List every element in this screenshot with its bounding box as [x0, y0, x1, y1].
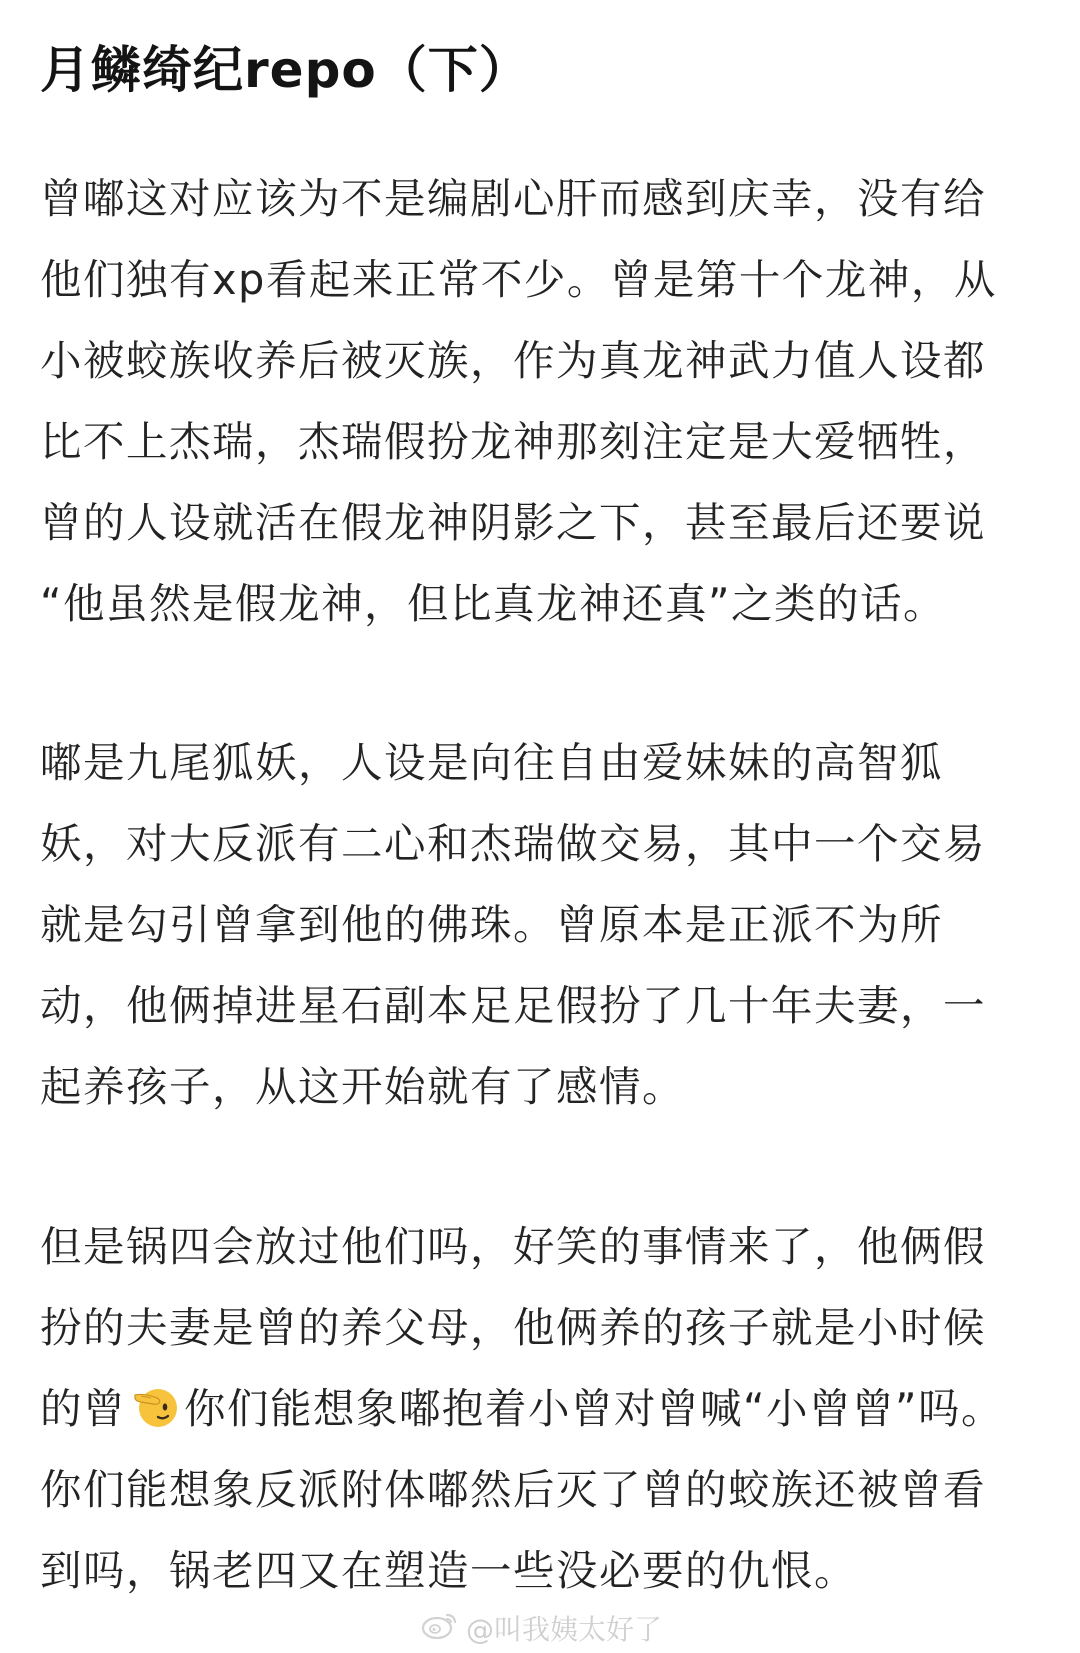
paragraph-line: “他虽然是假龙神，但比真龙神还真”之类的话。 [40, 579, 947, 628]
paragraph-line: 到吗，锅老四又在塑造一些没必要的仇恨。 [40, 1546, 858, 1595]
watermark [420, 1608, 662, 1648]
paragraph-line: 曾的人设就活在假龙神阴影之下，甚至最后还要说 [40, 498, 987, 547]
paragraph-line: 小被蛟族收养后被灭族，作为真龙神武力值人设都 [40, 336, 987, 385]
text-before-emoji: 的曾 [40, 1384, 127, 1433]
paragraph-line: 他们独有xp看起来正常不少。曾是第十个龙神，从 [40, 255, 997, 304]
text-after-emoji: 你们能想象嘟抱着小曾对曾喊“小曾曾”吗。 [184, 1384, 1005, 1433]
paragraph-line: 动，他俩掉进星石副本足足假扮了几十年夫妻，一 [40, 981, 987, 1030]
paragraph-1 [40, 158, 1050, 644]
paragraph-line: 比不上杰瑞，杰瑞假扮龙神那刻注定是大爱牺牲， [40, 417, 987, 466]
watermark-text: @叫我姨太好了 [466, 1613, 663, 1646]
paragraph-line: 就是勾引曾拿到他的佛珠。曾原本是正派不为所 [40, 900, 944, 949]
paragraph-line: 扮的夫妻是曾的养父母，他俩养的孩子就是小时候 [40, 1303, 987, 1352]
paragraph-line: 妖，对大反派有二心和杰瑞做交易，其中一个交易 [40, 819, 987, 868]
salute-face-emoji-icon [132, 1376, 182, 1426]
paragraph-line: 起养孩子，从这开始就有了感情。 [40, 1062, 686, 1111]
paragraph-line: 曾嘟这对应该为不是编剧心肝而感到庆幸，没有给 [40, 174, 987, 223]
post-title: 月鳞绮纪repo（下） [40, 41, 530, 99]
paragraph-3 [40, 1206, 1050, 1611]
paragraph-line-with-emoji [40, 1368, 1050, 1449]
paragraph-line: 你们能想象反派附体嘟然后灭了曾的蛟族还被曾看 [40, 1465, 987, 1514]
paragraph-line: 嘟是九尾狐妖，人设是向往自由爱妹妹的高智狐 [40, 738, 944, 787]
weibo-logo-icon [420, 1609, 460, 1648]
paragraph-2 [40, 722, 1050, 1127]
paragraph-line: 但是锅四会放过他们吗，好笑的事情来了，他俩假 [40, 1222, 987, 1271]
